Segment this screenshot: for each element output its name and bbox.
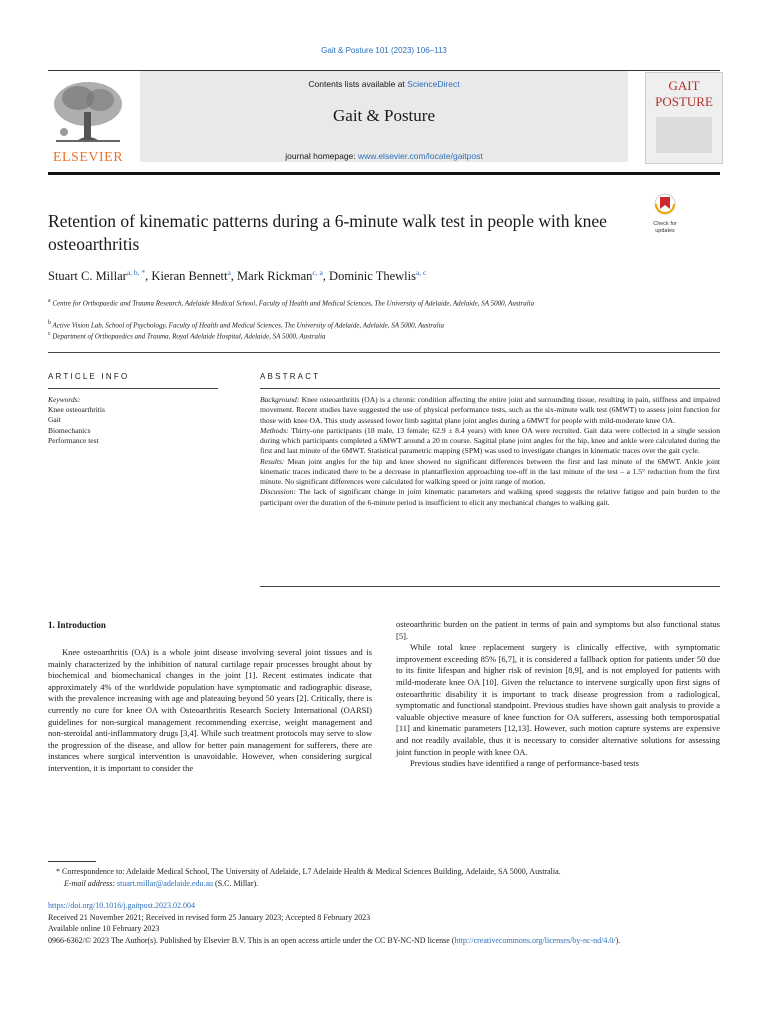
doi-link[interactable]: https://doi.org/10.1016/j.gaitpost.2023.02.004 [48,901,195,910]
footnote-rule [48,861,96,862]
sciencedirect-link[interactable]: ScienceDirect [407,79,460,89]
author-email-link[interactable]: stuart.millar@adelaide.edu.au [117,879,214,888]
email-label: E-mail address: [64,879,118,888]
intro-paragraph-continued: osteoarthritic burden on the patient in terms of pain and symptoms but also functional status [5]. [396,619,720,641]
journal-cover-thumbnail[interactable] [645,72,723,164]
author-list [48,268,688,284]
license-link[interactable]: http://creativecommons.org/licenses/by-nc-nd/4.0/ [454,935,616,945]
keyword-item: Biomechanics [48,425,91,435]
affil-marker: c [48,331,51,337]
received-dates: Received 21 November 2021; Received in revised form 25 January 2023; Accepted 8 February 2023 [48,912,371,922]
cover-title-line2: POSTURE [655,94,713,109]
author-affil-sup[interactable]: a, c [415,268,427,277]
abstract-rule [260,388,720,389]
abstract-results [260,457,720,488]
license-line [48,935,720,947]
email-line [48,878,720,890]
article-info-rule [48,388,218,389]
journal-citation[interactable]: Gait & Posture 101 (2023) 106–113 [321,46,447,55]
tree-icon [48,76,128,148]
abstract-discussion [260,487,720,508]
abstract-methods [260,426,720,457]
keywords-label: Keywords: [48,395,81,404]
correspondence-footnote [48,866,720,890]
author-affil-sup[interactable]: c, a [312,268,323,277]
abstract-text: Mean joint angles for the hip and knee showed no significant differences between the first and last minute of the 6MWT. Ankle joint kinematic traces indicated there to be a decrease in plantarflexion approaching toe-off in the last minute of the test – a 1.5° reduction from the first minute. No significant differences were calculated for walking speed or joint range of motion. [260,456,720,486]
cover-title-line1: GAIT [668,78,700,93]
contents-available-line [140,79,628,89]
abstract-label: Discussion: [260,487,296,497]
abstract-bottom-rule [260,586,720,587]
abstract-heading: ABSTRACT [260,372,321,381]
affiliation-a [48,296,688,308]
footnote-marker: * [56,867,60,876]
journal-homepage-line [140,151,628,161]
author-sep: , [322,269,330,284]
article-metadata [48,900,720,946]
keyword-item: Performance test [48,435,99,445]
license-suffix: ). [615,935,621,945]
abstract-body [260,395,720,508]
license-prefix: 0966-6362/© 2023 The Author(s). Published by Elsevier B.V. This is an open access article under the CC BY-NC-ND license ( [48,935,455,945]
affil-text: Department of Orthopaedics and Trauma, Royal Adelaide Hospital, Adelaide, SA 5000, Australia [52,332,326,341]
available-online: Available online 10 February 2023 [48,924,160,933]
homepage-prefix: journal homepage: [285,151,359,161]
contents-prefix: Contents lists available at [308,79,408,89]
abstract-background [260,395,720,426]
author-sep: , [230,269,238,284]
affil-marker: a [48,298,51,304]
author-affil-sup[interactable]: a, b, * [126,268,146,277]
intro-paragraph: Previous studies have identified a range of performance-based tests [410,758,639,769]
author-sep: , [145,269,152,284]
author-name: Mark Rickman [237,269,313,284]
affiliations-rule [48,352,720,353]
abstract-label: Results: [260,456,285,466]
abstract-text: Knee osteoarthritis (OA) is a chronic condition affecting the entire joint and surrounding tissue, resulting in pain, stiffness and impaired movement. Recent studies have suggested the use of physical performance tests, such as the six-minute walk test (6MWT) to assess joint function for those with knee OA. This study assessed lower limb sagittal plane joint angles during a 6MWT for people with mild-moderate knee OA. [260,395,720,425]
keyword-item: Gait [48,415,61,425]
abstract-label: Methods: [260,425,289,435]
abstract-text: Thirty-one participants (18 male, 13 female; 62.9 ± 8.4 years) with knee OA were recruited. Gait data were collected in a single session during which participants completed a 6MWT around a 20 m course. Sagittal plane joint angles for the hip, knee and ankle were calculated during the first and last minute of the 6MWT. Statistical parametric mapping (SPM) was used to investigate changes in kinematic traces over the gait cycle. [260,425,720,456]
affil-text: Active Vision Lab, School of Psychology, Faculty of Health and Medical Sciences, The University of Adelaide, Adelaide, SA 5000, Australia [52,321,445,330]
intro-right-column [396,619,720,770]
author-affil-sup[interactable]: a [227,268,231,277]
author[interactable] [237,269,329,283]
affil-text: Centre for Orthopaedic and Trauma Research, Adelaide Medical School, Faculty of Health and Medical Sciences, The University of Adelaide, Adelaide, SA 5000, Australia [52,299,535,308]
abstract-text: The lack of significant change in joint kinematic parameters and walking speed suggests the relative fatigue and pain burden to the participant over the duration of the 6-minute period is insufficient to elicit any mechanical changes to walking gait. [260,487,720,507]
correspondence-line [48,866,720,878]
crossmark-label-2: updates [655,227,675,234]
check-for-updates-badge[interactable] [643,192,687,232]
intro-paragraph: Knee osteoarthritis (OA) is a whole joint disease involving several joint tissues and is mainly characterized by the inhibition of natural cartilage repair processes brought about by biochemical and biomechanical changes in the joint [1]. Recent estimates indicate that approximately 4% of the worldwide population have symptomatic and radiographic disease, with the prevalence increasing with age and plateauing beyond 50 years [2]. Critically, there is currently no cure for knee OA with Osteoarthritis Research Society International (OARSI) guidelines for non-surgical management recommending exercise, weight management and non-steroidal anti-inflammatory drugs [3,4]. While such treatment protocols may serve to slow the progression of the disease, and allow for better pain management for sufferers, there are instances where surgical intervention is unavoidable. However, when considering surgical intervention, it is important to consider the [48,647,372,773]
crossmark-label-1: Check for [653,221,677,227]
author[interactable] [151,269,237,283]
correspondence-text: Correspondence to: Adelaide Medical School, The University of Adelaide, L7 Adelaide Health & Medical Sciences Building, Adelaide, SA 5000, Australia. [60,867,561,876]
section-heading-introduction: 1. Introduction [48,620,106,630]
abstract-label: Background: [260,395,300,404]
email-suffix: (S.C. Millar). [213,879,259,888]
crossmark-icon [643,192,687,216]
author-name: Stuart C. Millar [48,269,127,284]
author[interactable] [48,269,151,283]
article-title: Retention of kinematic patterns during a 6-minute walk test in people with knee osteoarthritis [48,211,607,254]
intro-paragraph: While total knee replacement surgery is clinically effective, with symptomatic improvement exceeding 85% [6,7], it is considered a fallback option for patients under 50 due to its finite lifespan and higher risk of revision [8,9], and is not employed for patients with mild-moderate knee OA [10]. Given the reluctance to intervene surgically upon first signs of osteoarthritic disability it is important to track disease progression from a radiological, symptomatic and functional standpoint. Previous studies have shown gait analysis to provide a valuable objective measure of knee function for OA sufferers, assessing both temporospatial [11] and kinematic parameters [12,13]. However, such motion capture systems are expensive and not readily available, thus it is necessary to consider alternative solutions for assessing joint function in people with knee OA. [396,642,720,757]
publisher-wordmark[interactable]: ELSEVIER [52,150,124,165]
article-info-heading: ARTICLE INFO [48,372,130,381]
affil-marker: b [48,320,51,326]
affiliation-c [48,329,688,341]
author-name: Dominic Thewlis [329,269,416,284]
author-name: Kieran Bennett [151,269,228,284]
intro-left-column [48,647,372,775]
journal-homepage-link[interactable]: www.elsevier.com/locate/gaitpost [358,151,483,161]
cover-image [656,117,712,153]
keyword-item: Knee osteoarthritis [48,405,105,415]
header-bottom-rule [48,172,720,175]
author[interactable] [329,269,426,283]
journal-title: Gait & Posture [333,106,435,125]
